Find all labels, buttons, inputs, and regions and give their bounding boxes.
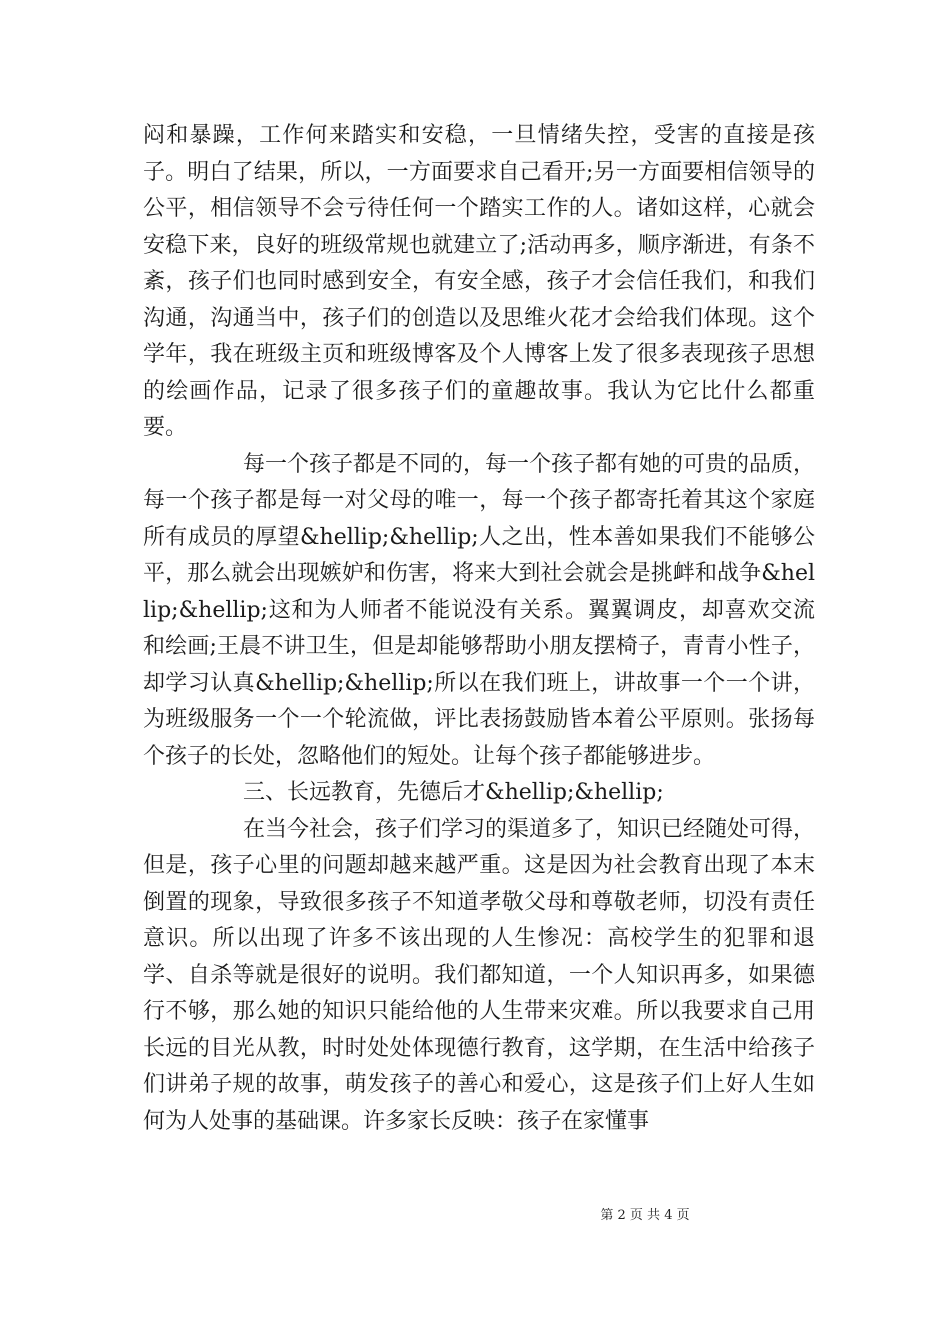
paragraph-moral-education: 在当今社会，孩子们学习的渠道多了，知识已经随处可得，但是，孩子心里的问题却越来越严重。这是因为社会教育出现了本末倒置的现象，导致很多孩子不知道孝敬父母和尊敬老师，切没有责任意识。所以出现了许多不该出现的人生惨况：高校学生的犯罪和退学、自杀等就是很好的说明。我们都知道，一个人知识再多，如果德行不够，那么她的知识只能给他的人生带来灾难。所以我要求自己用长远的目光从教，时时处处体现德行教育，这学期，在生活中给孩子们讲弟子规的故事，萌发孩子的善心和爱心，这是孩子们上好人生如何为人处事的基础课。许多家长反映：孩子在家懂事: [143, 816, 816, 1134]
document-body: [143, 118, 815, 1140]
paragraph-continued: 闷和暴躁，工作何来踏实和安稳，一旦情绪失控，受害的直接是孩子。明白了结果，所以，一方面要求自己看开;另一方面要相信领导的公平，相信领导不会亏待任何一个踏实工作的人。诸如这样，心就会安稳下来，良好的班级常规也就建立了;活动再多，顺序渐进，有条不紊，孩子们也同时感到安全，有安全感，孩子才会信任我们，和我们沟通，沟通当中，孩子们的创造以及思维火花才会给我们体现。这个学年，我在班级主页和班级博客及个人博客上发了很多表现孩子思想的绘画作品，记录了很多孩子们的童趣故事。我认为它比什么都重要。: [143, 123, 815, 440]
section-heading-long-term-education: 三、长远教育，先德后才&hellip;&hellip;: [243, 780, 664, 805]
paragraph-fairness: 每一个孩子都是不同的，每一个孩子都有她的可贵的品质，每一个孩子都是每一对父母的唯一，每一个孩子都寄托着其这个家庭所有成员的厚望&hellip;&hellip;人之出，性本善如果我们不能够公平，那么就会出现嫉妒和伤害，将来大到社会就会是挑衅和战争&hellip;&hellip;这和为人师者不能说没有关系。翼翼调皮，却喜欢交流和绘画;王晨不讲卫生，但是却能够帮助小朋友摆椅子，青青小性子，却学习认真&hellip;&hellip;所以在我们班上，讲故事一个一个讲，为班级服务一个一个轮流做，评比表扬鼓励皆本着公平原则。张扬每个孩子的长处，忽略他们的短处。让每个孩子都能够进步。: [143, 451, 816, 769]
page-number-footer: 第 2 页 共 4 页: [600, 1208, 690, 1223]
